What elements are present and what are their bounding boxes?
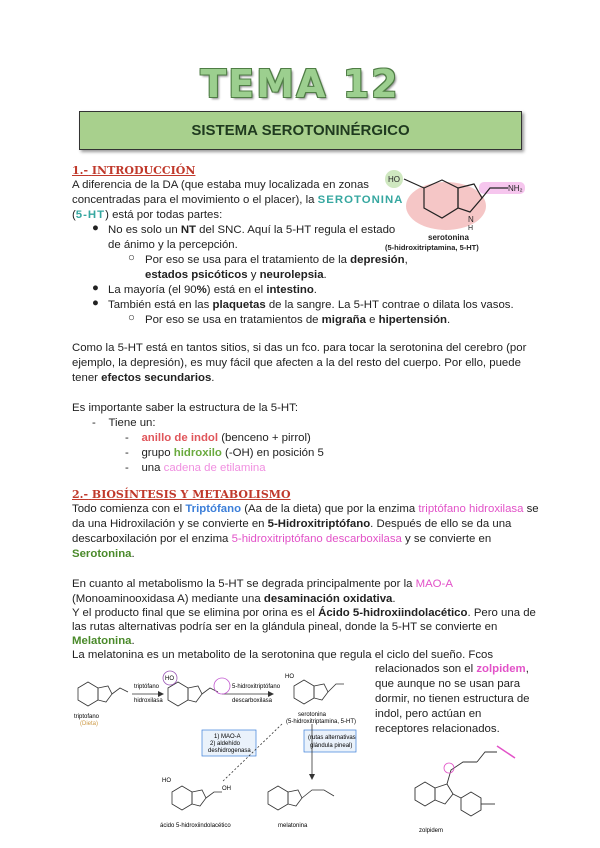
text: depresión: [350, 254, 405, 266]
bullet-dot: ●: [92, 282, 99, 294]
text: (benceno + pirrol): [218, 432, 311, 444]
diet-label: (Dieta): [80, 721, 99, 727]
text: .: [392, 593, 396, 605]
bullet-1: [108, 223, 395, 238]
biosynth-line-3: [72, 532, 491, 547]
serotonin-name: serotonina: [428, 233, 469, 242]
melatonin-label: melatonina: [278, 823, 308, 829]
text: A diferencia de la DA (que estaba muy localizada en zonas: [72, 179, 369, 191]
metab-line-1: [72, 577, 453, 592]
text: efectos secundarios: [101, 372, 212, 384]
acid-label: ácido 5-hidroxiindolacético: [160, 823, 231, 829]
oxygen-circle: [444, 763, 454, 773]
text: Serotonina: [72, 548, 132, 560]
serotonin-small-structure: [294, 680, 344, 704]
text: .: [211, 372, 215, 384]
tryptophan-label: triptofano: [74, 714, 100, 720]
structure-item-3: - una cadena de etilamina: [125, 462, 266, 474]
text: También está en las: [108, 299, 213, 311]
text: (Aa de la dieta) que por la enzima: [241, 503, 419, 515]
bond: [453, 794, 461, 798]
text: Como la 5-HT está en tantos sitios, si das un fco. para tocar la serotonina del cerebro (por: [72, 342, 527, 354]
text: una: [141, 462, 164, 474]
text: . Pero una de: [467, 607, 536, 619]
text: cadena de etilamina: [163, 462, 266, 474]
arrow-head: [309, 774, 315, 780]
text: .: [323, 269, 327, 281]
metab-line-3: [72, 606, 536, 621]
biosynth-line-1: [72, 502, 539, 517]
text: La mayoría (el 90: [108, 284, 197, 296]
text: indol, pero actúan en: [375, 708, 482, 720]
side-line-4: [375, 707, 481, 722]
alt-route-label-2: glándula pineal): [310, 743, 353, 749]
sub-bullet-2: [145, 313, 450, 328]
side-line-3: [375, 692, 530, 707]
carboxyl-circle: [214, 678, 230, 694]
text: Por eso se usa en tratamientos de: [145, 314, 322, 326]
text: concentradas para el movimiento o el placer), la: [72, 194, 315, 206]
serotonin-full-name: (5-hidroxitriptamina, 5-HT): [385, 243, 479, 252]
text: receptores relacionados.: [375, 723, 500, 735]
section-1-title: INTRODUCCIÓN: [91, 164, 196, 177]
serotonina-term: SEROTONINA: [317, 194, 404, 206]
text: Es importante saber la estructura de la 5-HT:: [72, 402, 299, 414]
text: migraña: [321, 314, 366, 326]
serotonin-label: serotonina: [298, 712, 327, 718]
text: hipertensión: [378, 314, 447, 326]
enzyme-2-label: 5-hidroxitriptófano: [232, 684, 281, 690]
text: dormir, no tienen estructura de: [375, 693, 530, 705]
side-line-1: [375, 662, 529, 677]
text: .: [313, 284, 317, 296]
enzyme-2-label-b: descarboxilasa: [232, 698, 273, 704]
text: de la sangre. La 5-HT contrae o dilata los vasos.: [265, 299, 514, 311]
text: tener: [72, 372, 102, 384]
text: Y el producto final que se elimina por orina es el: [72, 607, 319, 619]
melatonin-structure: [268, 786, 334, 810]
ho-label: HO: [285, 674, 294, 680]
text: NT: [180, 224, 197, 236]
text: anillo de indol: [141, 432, 219, 444]
text: neurolepsia: [259, 269, 324, 281]
text: ,: [404, 254, 408, 266]
subtitle: SISTEMA SEROTONINÉRGICO: [191, 122, 410, 139]
sub-bullet-1: [145, 253, 408, 268]
dash-item: - Tiene un:: [92, 417, 156, 429]
metab-line-4: [72, 620, 497, 635]
text: (: [72, 209, 76, 221]
arrow-head: [158, 691, 164, 697]
text: da una Hidroxilación y se convierte en: [72, 518, 268, 530]
text: ) está en el: [206, 284, 267, 296]
bullet-1-cont: [108, 238, 238, 253]
alt-route-label-1: (rutas alternativas: [308, 735, 356, 741]
bond: [447, 762, 477, 784]
text: intestino: [266, 284, 314, 296]
page-title: TEMA 12: [200, 62, 400, 106]
text: estados psicóticos: [145, 269, 248, 281]
text: grupo: [141, 447, 174, 459]
highlight-stroke: [497, 746, 515, 758]
serotonin-structure: [384, 166, 534, 256]
n-label: N: [468, 215, 474, 224]
para-3: [72, 401, 298, 416]
text: . Después de ello se da una: [370, 518, 512, 530]
text: En cuanto al metabolismo la 5-HT se degrada principalmente por la: [72, 578, 416, 590]
metab-line-5: [72, 634, 135, 649]
text: y se convierte en: [401, 533, 492, 545]
sub-bullet-circle: ○: [128, 312, 135, 324]
ring: [435, 784, 453, 804]
text: .: [131, 548, 135, 560]
oh-label: OH: [222, 786, 231, 792]
text: hidroxilo: [173, 447, 222, 459]
intro-line-2: [72, 193, 403, 208]
text: e: [365, 314, 379, 326]
metab-line-2: [72, 592, 396, 607]
melatonin-line: [72, 648, 493, 663]
subtitle-box: [79, 111, 522, 150]
para-2-line-2: [72, 356, 521, 371]
bond: [477, 752, 497, 762]
text: La melatonina es un metabolito de la serotonina que regula el ciclo del sueño. Fcos: [72, 649, 494, 661]
bullet-2: [108, 283, 317, 298]
nh2-label: NH₂: [508, 184, 523, 193]
text: del SNC. Aquí la 5-HT regula el estado: [196, 224, 396, 236]
text: desaminación oxidativa: [263, 593, 393, 605]
intro-line-3: [72, 208, 222, 223]
text: 5-Hidroxitriptófano: [267, 518, 371, 530]
ho-label: HO: [388, 175, 400, 184]
text: %: [196, 284, 207, 296]
ring: [461, 792, 481, 816]
text: Todo comienza con el: [72, 503, 186, 515]
bond: [404, 179, 424, 188]
bullet-dot: ●: [92, 297, 99, 309]
text: de ánimo y la percepción.: [108, 239, 238, 251]
indole-highlight: [406, 182, 486, 230]
text: descarboxilación por el enzima: [72, 533, 232, 545]
text: .: [131, 635, 135, 647]
section-1-heading: [72, 164, 195, 177]
acid-structure: [172, 786, 222, 810]
structure-item-2: - grupo hidroxilo (-OH) en posición 5: [125, 447, 324, 459]
para-2-line-1: [72, 341, 526, 356]
sub-bullet-1-cont: [145, 268, 327, 283]
text: 5-hidroxitriptófano descarboxilasa: [231, 533, 402, 545]
pathway-diagram: [72, 664, 372, 844]
bullet-3: [108, 298, 514, 313]
section-2-heading: [72, 488, 291, 501]
section-2-title: BIOSÍNTESIS Y METABOLISMO: [91, 488, 291, 501]
text: (-OH) en posición 5: [221, 447, 324, 459]
ho-label: HO: [165, 676, 174, 682]
serotonin-full-label: (5-hidroxitriptamina, 5-HT): [286, 719, 357, 725]
enzyme-1-label: triptófano: [134, 684, 160, 690]
arrow-head: [268, 691, 274, 697]
text: ) está por todas partes:: [105, 209, 223, 221]
text: triptófano hidroxilasa: [418, 503, 524, 515]
zolpidem-label: zolpidem: [419, 828, 444, 834]
side-line-2: [375, 677, 520, 692]
sub-bullet-circle: ○: [128, 252, 135, 264]
text: ejemplo, la depresión), es muy fácil que afecten a la del resto del cuerpo. Por ello, puede: [72, 357, 521, 369]
text: Tiene un:: [108, 417, 156, 429]
ho-label: HO: [162, 778, 171, 784]
tryptophan-structure: [78, 682, 128, 706]
structure-item-1: - anillo de indol (benceno + pirrol): [125, 432, 311, 444]
text: zolpidem: [476, 663, 526, 675]
bullet-dot: ●: [92, 222, 99, 234]
mao-label-3: deshidrogenasa: [208, 748, 251, 754]
text: Ácido 5-hidroxiindolacético: [318, 607, 468, 619]
h-label: H: [468, 225, 474, 232]
text: Triptófano: [185, 503, 242, 515]
mao-label-2: 2) aldehído: [210, 741, 241, 747]
text: Por eso se usa para el tratamiento de la: [145, 254, 351, 266]
section-1-number: 1.-: [72, 164, 89, 177]
text: ,: [525, 663, 529, 675]
text: que aunque no se usan para: [375, 678, 521, 690]
5ht-term: 5-HT: [75, 209, 106, 221]
side-line-5: [375, 722, 500, 737]
text: se: [523, 503, 539, 515]
zolpidem-structure: [405, 740, 535, 840]
biosynth-line-2: [72, 517, 511, 532]
text: relacionados son el: [375, 663, 477, 675]
text: (Monoaminooxidasa A) mediante una: [72, 593, 264, 605]
text: MAO-A: [415, 578, 453, 590]
ring: [415, 782, 435, 806]
text: plaquetas: [212, 299, 266, 311]
text: las rutas alternativas podría ser en la glándula pineal, donde la 5-HT se convierte en: [72, 621, 498, 633]
intro-line-1: [72, 178, 369, 193]
mao-label-1: 1) MAO-A: [214, 734, 241, 740]
section-2-number: 2.-: [72, 488, 89, 501]
text: Melatonina: [72, 635, 132, 647]
text: .: [447, 314, 451, 326]
text: No es solo un: [108, 224, 181, 236]
para-2-line-3: [72, 371, 214, 386]
biosynth-line-4: [72, 547, 135, 562]
text: y: [247, 269, 260, 281]
enzyme-1-label-b: hidroxilasa: [134, 698, 163, 704]
